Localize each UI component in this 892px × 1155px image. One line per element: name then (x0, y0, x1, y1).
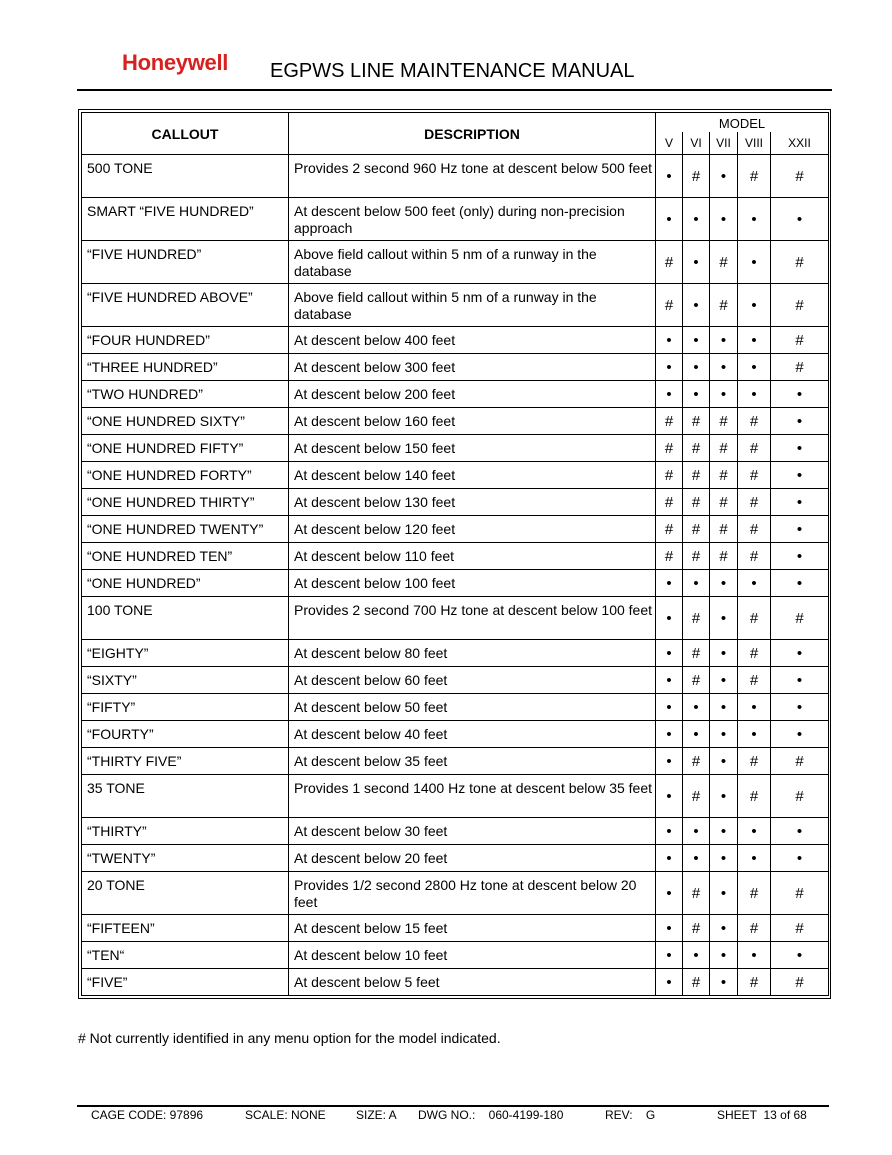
footer-divider (77, 1105, 829, 1107)
model-header-xxii: XXII (771, 132, 829, 155)
callout-cell: “THIRTY” (82, 818, 289, 845)
model-mark-cell: • (656, 694, 683, 721)
table-row (82, 667, 829, 694)
model-mark-cell: • (656, 818, 683, 845)
callout-column-header: CALLOUT (82, 113, 289, 155)
model-mark-cell: # (738, 640, 771, 667)
callout-cell: “ONE HUNDRED FORTY” (82, 462, 289, 489)
document-title: EGPWS LINE MAINTENANCE MANUAL (270, 60, 635, 82)
model-mark-cell: • (738, 721, 771, 748)
model-mark-cell: # (683, 489, 710, 516)
callout-cell: “ONE HUNDRED” (82, 570, 289, 597)
model-mark-cell: • (656, 915, 683, 942)
model-mark-cell: • (710, 597, 738, 640)
table-row (82, 543, 829, 570)
description-cell: At descent below 10 feet (289, 942, 656, 969)
model-mark-cell: # (683, 640, 710, 667)
model-mark-cell: • (683, 845, 710, 872)
description-cell: At descent below 200 feet (289, 381, 656, 408)
model-mark-cell: # (738, 872, 771, 915)
description-cell: Above field callout within 5 nm of a runway in the database (289, 284, 656, 327)
description-cell: Provides 1 second 1400 Hz tone at descent below 35 feet (289, 775, 656, 818)
model-mark-cell: # (683, 435, 710, 462)
table-row (82, 872, 829, 915)
model-mark-cell: • (771, 640, 829, 667)
callout-cell: “FIFTEEN” (82, 915, 289, 942)
table-row (82, 241, 829, 284)
model-mark-cell: • (710, 845, 738, 872)
model-mark-cell: • (710, 381, 738, 408)
description-column-header: DESCRIPTION (289, 113, 656, 155)
model-mark-cell: • (771, 198, 829, 241)
model-mark-cell: • (683, 381, 710, 408)
description-cell: At descent below 20 feet (289, 845, 656, 872)
model-mark-cell: # (683, 872, 710, 915)
model-mark-cell: # (771, 597, 829, 640)
table-row (82, 942, 829, 969)
model-mark-cell: • (710, 872, 738, 915)
model-mark-cell: • (656, 597, 683, 640)
model-mark-cell: # (738, 915, 771, 942)
model-mark-cell: # (683, 543, 710, 570)
table-row (82, 284, 829, 327)
callout-cell: “FIVE HUNDRED” (82, 241, 289, 284)
model-mark-cell: • (738, 570, 771, 597)
model-mark-cell: • (656, 354, 683, 381)
table-row (82, 570, 829, 597)
model-mark-cell: # (710, 489, 738, 516)
model-mark-cell: • (656, 872, 683, 915)
model-mark-cell: • (683, 570, 710, 597)
model-mark-cell: • (683, 327, 710, 354)
model-mark-cell: # (710, 543, 738, 570)
description-cell: Provides 2 second 960 Hz tone at descent below 500 feet (289, 155, 656, 198)
callout-cell: “FOUR HUNDRED” (82, 327, 289, 354)
description-cell: At descent below 160 feet (289, 408, 656, 435)
description-cell: At descent below 30 feet (289, 818, 656, 845)
model-mark-cell: • (710, 327, 738, 354)
model-mark-cell: • (656, 845, 683, 872)
table-row (82, 818, 829, 845)
callout-cell: “TEN“ (82, 942, 289, 969)
model-mark-cell: • (683, 284, 710, 327)
description-cell: At descent below 80 feet (289, 640, 656, 667)
model-mark-cell: # (710, 516, 738, 543)
callout-cell: 100 TONE (82, 597, 289, 640)
model-mark-cell: # (710, 435, 738, 462)
model-mark-cell: # (656, 516, 683, 543)
table-row (82, 516, 829, 543)
model-mark-cell: • (683, 818, 710, 845)
model-mark-cell: # (710, 241, 738, 284)
description-cell: At descent below 60 feet (289, 667, 656, 694)
model-mark-cell: • (710, 198, 738, 241)
table-row (82, 198, 829, 241)
model-mark-cell: • (738, 818, 771, 845)
table-row (82, 969, 829, 996)
model-mark-cell: # (683, 408, 710, 435)
model-mark-cell: # (710, 284, 738, 327)
model-mark-cell: • (683, 942, 710, 969)
table-row (82, 845, 829, 872)
model-header-viii: VIII (738, 132, 771, 155)
table-row (82, 915, 829, 942)
model-mark-cell: • (738, 694, 771, 721)
model-mark-cell: • (683, 354, 710, 381)
model-mark-cell: # (771, 748, 829, 775)
model-mark-cell: # (771, 872, 829, 915)
table-row (82, 694, 829, 721)
model-mark-cell: # (771, 284, 829, 327)
model-mark-cell: • (738, 327, 771, 354)
callout-cell: “FIVE” (82, 969, 289, 996)
model-mark-cell: # (738, 435, 771, 462)
table-row (82, 327, 829, 354)
model-mark-cell: • (710, 570, 738, 597)
model-mark-cell: • (771, 845, 829, 872)
model-mark-cell: • (771, 570, 829, 597)
callout-cell: “ONE HUNDRED THIRTY” (82, 489, 289, 516)
model-mark-cell: • (738, 284, 771, 327)
callout-cell: “FOURTY” (82, 721, 289, 748)
model-mark-cell: # (738, 489, 771, 516)
model-mark-cell: • (656, 969, 683, 996)
callout-cell: 20 TONE (82, 872, 289, 915)
description-cell: At descent below 130 feet (289, 489, 656, 516)
model-mark-cell: # (738, 543, 771, 570)
model-mark-cell: • (656, 570, 683, 597)
model-mark-cell: # (683, 748, 710, 775)
model-mark-cell: • (656, 381, 683, 408)
description-cell: At descent below 110 feet (289, 543, 656, 570)
model-mark-cell: # (771, 969, 829, 996)
model-mark-cell: # (683, 155, 710, 198)
callout-table-frame (78, 109, 831, 999)
model-mark-cell: • (710, 915, 738, 942)
description-cell: At descent below 150 feet (289, 435, 656, 462)
table-row (82, 748, 829, 775)
model-mark-cell: • (683, 241, 710, 284)
callout-table (81, 112, 829, 996)
model-mark-cell: • (771, 462, 829, 489)
table-row (82, 640, 829, 667)
footer-cage-code: CAGE CODE: 97896 (91, 1108, 204, 1122)
callout-cell: “TWO HUNDRED” (82, 381, 289, 408)
description-cell: At descent below 15 feet (289, 915, 656, 942)
model-mark-cell: # (656, 489, 683, 516)
model-mark-cell: • (710, 721, 738, 748)
model-mark-cell: # (656, 241, 683, 284)
model-mark-cell: # (771, 241, 829, 284)
model-mark-cell: # (771, 915, 829, 942)
model-mark-cell: # (771, 354, 829, 381)
model-mark-cell: • (771, 818, 829, 845)
model-mark-cell: # (738, 748, 771, 775)
model-mark-cell: • (656, 667, 683, 694)
header-divider (77, 89, 832, 91)
model-mark-cell: • (771, 489, 829, 516)
callout-table-body (82, 155, 829, 996)
model-mark-cell: • (738, 942, 771, 969)
description-cell: At descent below 50 feet (289, 694, 656, 721)
model-mark-cell: # (738, 516, 771, 543)
model-mark-cell: • (656, 942, 683, 969)
callout-cell: “ONE HUNDRED TEN” (82, 543, 289, 570)
table-row (82, 155, 829, 198)
footer-scale: SCALE: NONE (245, 1108, 326, 1122)
model-mark-cell: # (656, 408, 683, 435)
model-mark-cell: • (710, 694, 738, 721)
callout-cell: SMART “FIVE HUNDRED” (82, 198, 289, 241)
model-mark-cell: # (683, 969, 710, 996)
description-cell: At descent below 400 feet (289, 327, 656, 354)
model-mark-cell: # (656, 435, 683, 462)
model-mark-cell: # (771, 327, 829, 354)
model-mark-cell: # (771, 775, 829, 818)
model-mark-cell: • (771, 667, 829, 694)
callout-cell: 500 TONE (82, 155, 289, 198)
model-mark-cell: # (738, 462, 771, 489)
model-mark-cell: • (738, 381, 771, 408)
callout-cell: 35 TONE (82, 775, 289, 818)
description-cell: At descent below 40 feet (289, 721, 656, 748)
model-header-vii: VII (710, 132, 738, 155)
description-cell: Provides 1/2 second 2800 Hz tone at descent below 20 feet (289, 872, 656, 915)
model-mark-cell: # (738, 408, 771, 435)
honeywell-logo: Honeywell (122, 50, 229, 75)
footer-sheet: SHEET 13 of 68 (717, 1108, 807, 1122)
callout-cell: “ONE HUNDRED TWENTY” (82, 516, 289, 543)
table-row (82, 775, 829, 818)
callout-cell: “THREE HUNDRED” (82, 354, 289, 381)
description-cell: At descent below 500 feet (only) during non-precision approach (289, 198, 656, 241)
model-mark-cell: # (771, 155, 829, 198)
callout-cell: “FIVE HUNDRED ABOVE” (82, 284, 289, 327)
model-mark-cell: • (710, 667, 738, 694)
footer-size: SIZE: A (356, 1108, 397, 1122)
footer-dwg-no: DWG NO.: 060-4199-180 (418, 1108, 564, 1122)
callout-cell: “TWENTY” (82, 845, 289, 872)
model-mark-cell: • (656, 155, 683, 198)
table-row (82, 597, 829, 640)
model-mark-cell: • (656, 640, 683, 667)
description-cell: At descent below 120 feet (289, 516, 656, 543)
model-header-vi: VI (683, 132, 710, 155)
model-mark-cell: • (683, 198, 710, 241)
model-mark-cell: # (683, 516, 710, 543)
model-mark-cell: # (656, 543, 683, 570)
model-mark-cell: • (771, 694, 829, 721)
model-mark-cell: # (683, 462, 710, 489)
description-cell: At descent below 35 feet (289, 748, 656, 775)
model-mark-cell: • (656, 721, 683, 748)
model-mark-cell: # (683, 597, 710, 640)
model-mark-cell: # (738, 667, 771, 694)
model-mark-cell: # (738, 155, 771, 198)
callout-cell: “EIGHTY” (82, 640, 289, 667)
model-mark-cell: # (656, 462, 683, 489)
model-mark-cell: • (656, 327, 683, 354)
model-mark-cell: • (771, 408, 829, 435)
model-mark-cell: • (710, 155, 738, 198)
model-mark-cell: • (738, 198, 771, 241)
model-mark-cell: # (683, 775, 710, 818)
model-header-v: V (656, 132, 683, 155)
model-mark-cell: • (710, 818, 738, 845)
callout-cell: “SIXTY” (82, 667, 289, 694)
callout-cell: “THIRTY FIVE” (82, 748, 289, 775)
footer-rev: REV: G (605, 1108, 656, 1122)
description-cell: Above field callout within 5 nm of a runway in the database (289, 241, 656, 284)
model-mark-cell: • (771, 721, 829, 748)
model-mark-cell: • (771, 543, 829, 570)
model-mark-cell: # (683, 915, 710, 942)
model-mark-cell: • (656, 748, 683, 775)
table-row (82, 721, 829, 748)
model-mark-cell: # (710, 462, 738, 489)
model-mark-cell: • (738, 845, 771, 872)
description-cell: Provides 2 second 700 Hz tone at descent below 100 feet (289, 597, 656, 640)
model-mark-cell: # (738, 969, 771, 996)
callout-cell: “ONE HUNDRED SIXTY” (82, 408, 289, 435)
model-column-header: MODEL (656, 113, 829, 133)
model-mark-cell: # (738, 775, 771, 818)
model-mark-cell: • (771, 381, 829, 408)
table-row (82, 381, 829, 408)
model-mark-cell: • (738, 354, 771, 381)
table-row (82, 354, 829, 381)
model-mark-cell: • (656, 198, 683, 241)
model-mark-cell: • (710, 748, 738, 775)
model-mark-cell: • (771, 435, 829, 462)
table-row (82, 435, 829, 462)
model-mark-cell: • (710, 942, 738, 969)
model-mark-cell: • (710, 969, 738, 996)
description-cell: At descent below 5 feet (289, 969, 656, 996)
model-mark-cell: • (710, 354, 738, 381)
model-mark-cell: # (710, 408, 738, 435)
model-mark-cell: • (771, 942, 829, 969)
model-mark-cell: • (683, 694, 710, 721)
model-mark-cell: • (738, 241, 771, 284)
model-mark-cell: # (738, 597, 771, 640)
model-mark-cell: # (656, 284, 683, 327)
table-row (82, 462, 829, 489)
description-cell: At descent below 100 feet (289, 570, 656, 597)
description-cell: At descent below 140 feet (289, 462, 656, 489)
model-mark-cell: • (683, 721, 710, 748)
table-row (82, 489, 829, 516)
model-mark-cell: • (771, 516, 829, 543)
model-mark-cell: • (710, 775, 738, 818)
model-mark-cell: • (710, 640, 738, 667)
table-row (82, 408, 829, 435)
model-mark-cell: # (683, 667, 710, 694)
footnote: # Not currently identified in any menu option for the model indicated. (78, 1030, 501, 1046)
description-cell: At descent below 300 feet (289, 354, 656, 381)
callout-cell: “FIFTY” (82, 694, 289, 721)
model-mark-cell: • (656, 775, 683, 818)
callout-cell: “ONE HUNDRED FIFTY” (82, 435, 289, 462)
